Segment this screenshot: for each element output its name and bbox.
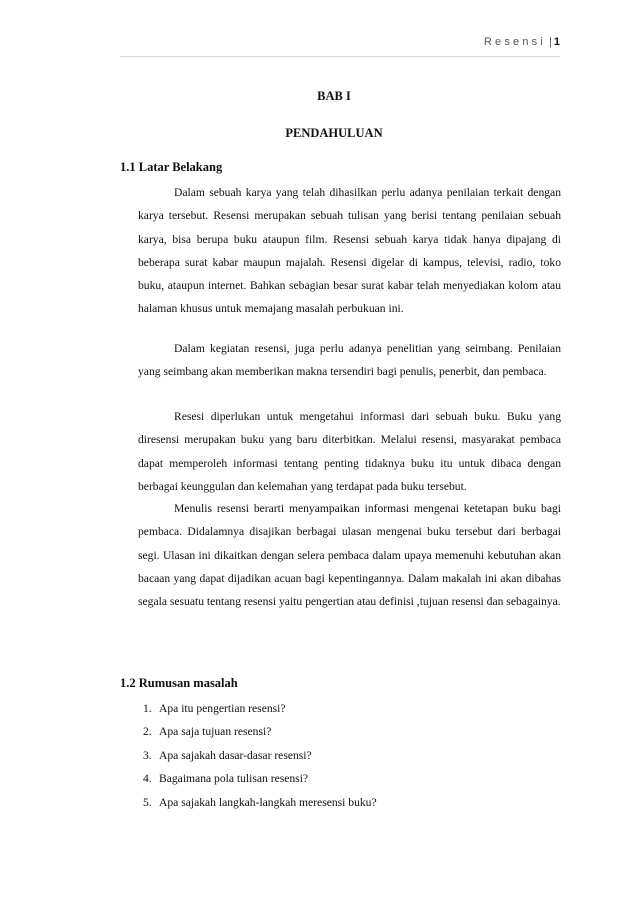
- paragraph-text: Menulis resensi berarti menyampaikan informasi mengenai ketetapan buku bagi pembaca. Didalamnya disajikan berbagai ulasan mengenai buku tersebut dari berbagai segi. Ulasan ini dikaitkan dengan selera pembaca dalam upaya memenuhi kebutuhan akan bacaan yang dapat dijadikan acuan bagi kepentingannya. Dalam makalah ini akan dibahas segala sesuatu tentang resensi yaitu pengertian atau definisi ,tujuan resensi dan sebagainya.: [138, 502, 561, 609]
- header-text: [484, 36, 560, 48]
- section-heading-rumusan-masalah: 1.2 Rumusan masalah: [120, 676, 238, 690]
- page-number: 1: [553, 36, 560, 48]
- paragraph: [138, 337, 561, 384]
- paragraph: [138, 181, 561, 321]
- list-item: [143, 699, 377, 722]
- header-separator: |: [549, 36, 552, 48]
- list-item: [143, 793, 377, 816]
- list-item-text: Apa itu pengertian resensi?: [159, 702, 286, 715]
- page-header: [120, 34, 560, 57]
- list-item-text: Apa sajakah dasar-dasar resensi?: [159, 748, 312, 762]
- header-title: Resensi: [483, 36, 547, 48]
- list-item-number: 5.: [143, 795, 152, 809]
- list-item: [143, 722, 377, 745]
- list-item-number: 1.: [143, 702, 152, 715]
- section-heading-latar-belakang: 1.1 Latar Belakang: [120, 160, 223, 174]
- list-item-number: 3.: [143, 748, 152, 762]
- chapter-title: PENDAHULUAN: [285, 126, 383, 140]
- list-item-number: 4.: [143, 772, 152, 786]
- list-item: [143, 746, 377, 769]
- question-list: [143, 699, 377, 816]
- paragraph-text: Dalam sebuah karya yang telah dihasilkan perlu adanya penilaian terkait dengan karya tersebut. Resensi merupakan sebuah tulisan yang berisi tentang penilaian sebuah karya, bisa berupa buku ataupun film. Resensi sebuah karya tidak hanya dipajang di beberapa surat kabar maupun majalah. Resensi digelar di kampus, televisi, radio, toko buku, ataupun internet. Bahkan sebagian besar surat kabar telah menyediakan kolom atau halaman khusus untuk memajang masalah perbukuan ini.: [138, 186, 561, 316]
- list-item-number: 2.: [143, 725, 152, 739]
- chapter-number: BAB I: [317, 89, 351, 103]
- paragraph-text: Resesi diperlukan untuk mengetahui informasi dari sebuah buku. Buku yang diresensi merupakan buku yang baru diterbitkan. Melalui resensi, masyarakat pembaca dapat memperoleh informasi tentang penting tidaknya buku itu untuk dibaca dengan berbagai keunggulan dan kelemahan yang terdapat pada buku tersebut.: [138, 410, 561, 493]
- list-item-text: Apa sajakah langkah-langkah meresensi buku?: [159, 795, 377, 809]
- list-item-text: Apa saja tujuan resensi?: [159, 725, 272, 739]
- paragraph: [138, 497, 561, 613]
- list-item-text: Bagaimana pola tulisan resensi?: [159, 772, 309, 786]
- paragraph-text: Dalam kegiatan resensi, juga perlu adanya penelitian yang seimbang. Penilaian yang seimbang akan memberikan makna tersendiri bagi penulis, penerbit, dan pembaca.: [138, 342, 561, 379]
- paragraph: [138, 405, 561, 498]
- list-item: [143, 769, 377, 792]
